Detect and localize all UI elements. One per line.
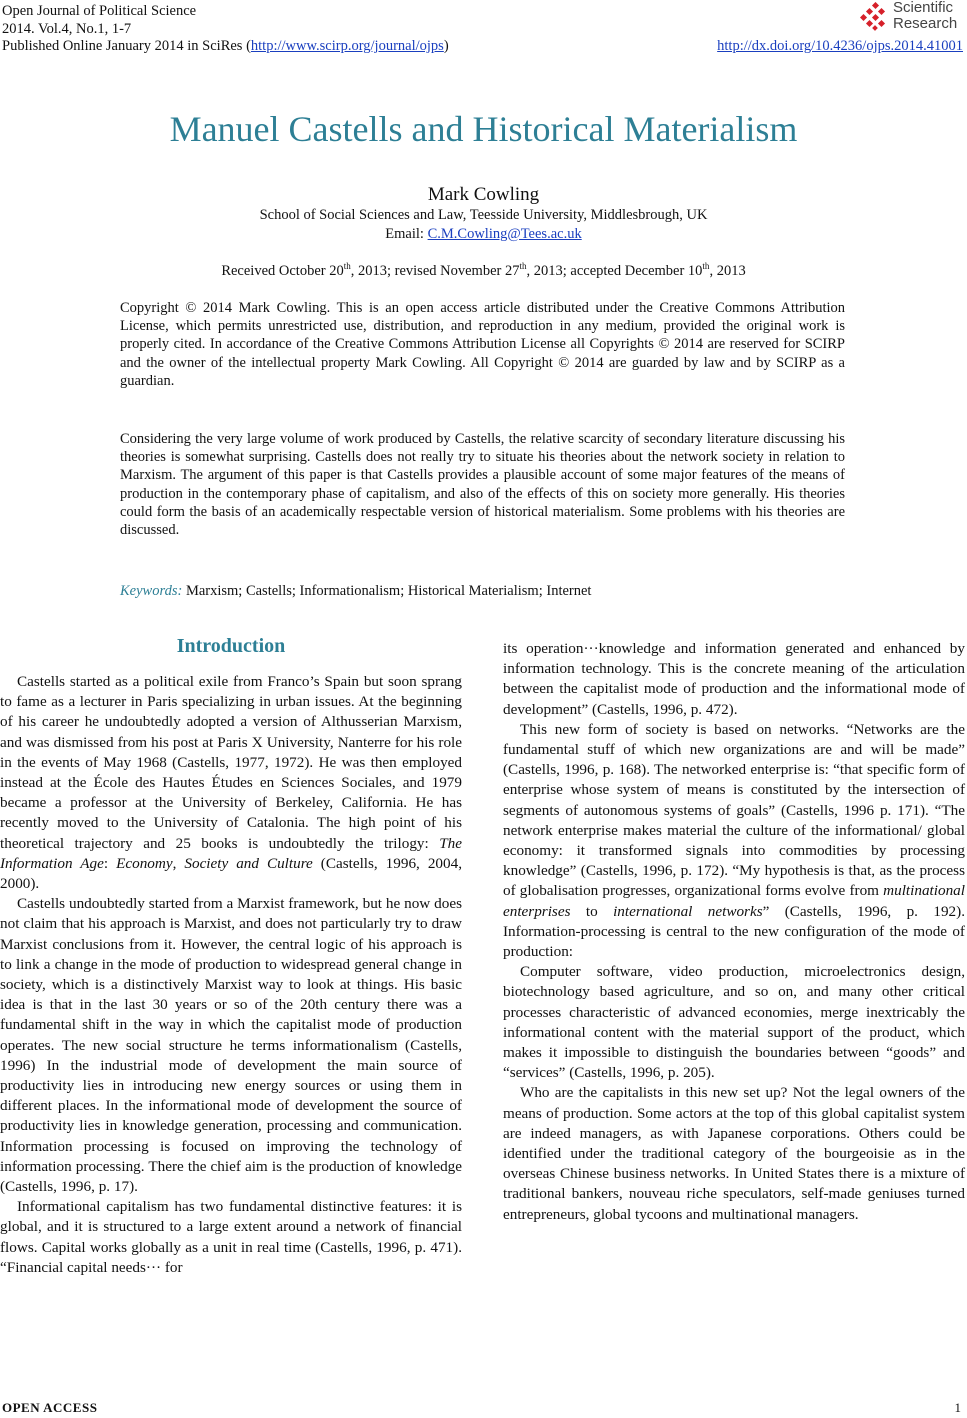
article-dates: Received October 20th, 2013; revised November 27th, 2013; accepted December 10th, 2013: [221, 261, 746, 279]
paragraph: Castells started as a political exile from Franco’s Spain but soon sprang to fame as a lecturer in Paris specializing in urban issues. At the beginning of his career he undoubtedly adopted a version of Althusserian Marxism, and was dismissed from his post at Paris X University, Nanterre for his role in the events of May 1968 (Castells, 1977, 1972). He was then employed instead at the École des Hautes Études en Sciences Sociales, and 1979 became a professor at the University of Berkeley, California. He has recently moved to the University of Catalonia. The high point of his theoretical trajectory and 25 books is undoubtedly the trilogy: The Information Age: Economy, Society and Culture (Castells, 1996, 2004, 2000).: [0, 673, 462, 893]
left-column: [0, 672, 462, 1278]
logo-text: Scientific Research: [893, 0, 958, 32]
paragraph: its operation···knowledge and information generated and enhanced by information technology. This is the concrete meaning of the articulation between the capitalist mode of production and the informational mode of development” (Castells, 1996, p. 472).: [503, 640, 965, 718]
keywords: Keywords: Marxism; Castells; Informationalism; Historical Materialism; Internet: [120, 583, 592, 599]
paragraph: Informational capitalism has two fundamental distinctive features: it is global, and it is structured to a large extent around a network of financial flows. Capital works globally as a unit in real time (Castells, 1996, p. 471). “Financial capital needs··· for: [0, 1198, 462, 1276]
abstract: Considering the very large volume of work produced by Castells, the relative scarcity of secondary literature discussing his theories is somewhat surprising. Castells does not really try to situate his theories about the network society in relation to Marxism. The argument of this paper is that Castells provides a plausible account of some major features of the means of production in the contemporary phase of capitalism, and also of the effects of this on society more generally. His theories could form the basis of an academically respectable version of historical materialism. Some problems with his theories are discussed.: [120, 431, 845, 539]
journal-header: [2, 3, 449, 56]
keywords-text: Marxism; Castells; Informationalism; Historical Materialism; Internet: [185, 583, 592, 599]
email-line: Email: C.M.Cowling@Tees.ac.uk: [385, 226, 582, 242]
journal-url-link[interactable]: http://www.scirp.org/journal/ojps: [250, 38, 444, 54]
block-quote: Computer software, video production, microelectronics design, biotechnology based agriculture, and so on, and many other critical processes characteristic of advanced economies, merge inextricably the informational content with the material support of the product, which makes it impossible to distinguish the boundaries between “goods” and “services” (Castells, 1996, p. 205).: [503, 963, 965, 1082]
paragraph: Who are the capitalists in this new set up? Not the legal owners of the means of production. Some actors at the top of this global capitalist system are indeed managers, as with Japanese corporations. Others could be identified under the traditional category of the bourgeoisie as in the overseas Chinese business networks. In United States there is a mixture of traditional bankers, nouveau riche speculators, self-made geniuses turned entrepreneurs, global tycoons and multinational managers.: [503, 1084, 965, 1223]
open-access-footer: OPEN ACCESS: [2, 1400, 98, 1415]
journal-volume: 2014. Vol.4, No.1, 1-7: [2, 20, 132, 37]
scientific-research-logo-icon: [860, 2, 890, 32]
keywords-label: Keywords: [120, 583, 178, 599]
published-line: Published Online January 2014 in SciRes (http://www.scirp.org/journal/ojps): [2, 38, 449, 54]
journal-name: Open Journal of Political Science: [2, 3, 197, 19]
doi-link[interactable]: http://dx.doi.org/10.4236/ojps.2014.41001: [717, 38, 963, 54]
paragraph: Castells undoubtedly started from a Marxist framework, but he now does not claim that his approach is Marxist, and does not particularly try to draw Marxist conclusions from it. However, the central logic of his approach is to link a change in the mode of production to widespread general change in society, which is a distinctively Marxist way to look at things. His basic idea is that in the last 30 years or so of the 20th century there was a fundamental shift in the way in which the capitalist mode of production operates. The new social structure he terms informationalism (Castells, 1996) In the industrial mode of development the main source of productivity lies in introducing new energy sources or using them in different places. In the informational mode of development the source of productivity lies in knowledge generation, processing and communication. Information processing is focused on improving the technology of information processing. There the chief aim is the production of knowledge (Castells, 1996, p. 17).: [0, 895, 462, 1196]
page-number: 1: [954, 1400, 961, 1415]
affiliation: School of Social Sciences and Law, Teesside University, Middlesbrough, UK: [259, 207, 708, 223]
paragraph: This new form of society is based on networks. “Networks are the fundamental stuff of which new organizations are and will be made” (Castells, 1996, p. 168). The networked enterprise is: “that specific form of enterprise whose system of means is constituted by the intersection of segments of autonomous systems of goals” (Castells, 1996 p. 171). “The network enterprise makes material the culture of the informational/ global economy: it transformed signals into commodities by processing knowledge” (Castells, 1996, p. 172). “My hypothesis is that, as the process of globalisation progresses, organizational forms evolve from multinational enterprises to international networks” (Castells, 1996, p. 192). Information-processing is central to the new configuration of the mode of production:: [503, 720, 965, 961]
right-column: [503, 639, 965, 1225]
section-heading-introduction: Introduction: [176, 635, 286, 657]
doi-container: [717, 38, 963, 56]
article-title: Manuel Castells and Historical Materialism: [169, 109, 798, 149]
email-link[interactable]: C.M.Cowling@Tees.ac.uk: [427, 226, 582, 242]
author-name: Mark Cowling: [427, 184, 540, 205]
copyright-notice: Copyright © 2014 Mark Cowling. This is an open access article distributed under the Creative Commons Attribution License, which permits unrestricted use, distribution, and reproduction in any medium, provided the original work is properly cited. In accordance of the Creative Commons Attribution License all Copyrights © 2014 are reserved for SCIRP and the owner of the intellectual property Mark Cowling. All Copyright © 2014 are guarded by law and by SCIRP as a guardian.: [120, 300, 845, 389]
publisher-logo: [860, 0, 965, 38]
